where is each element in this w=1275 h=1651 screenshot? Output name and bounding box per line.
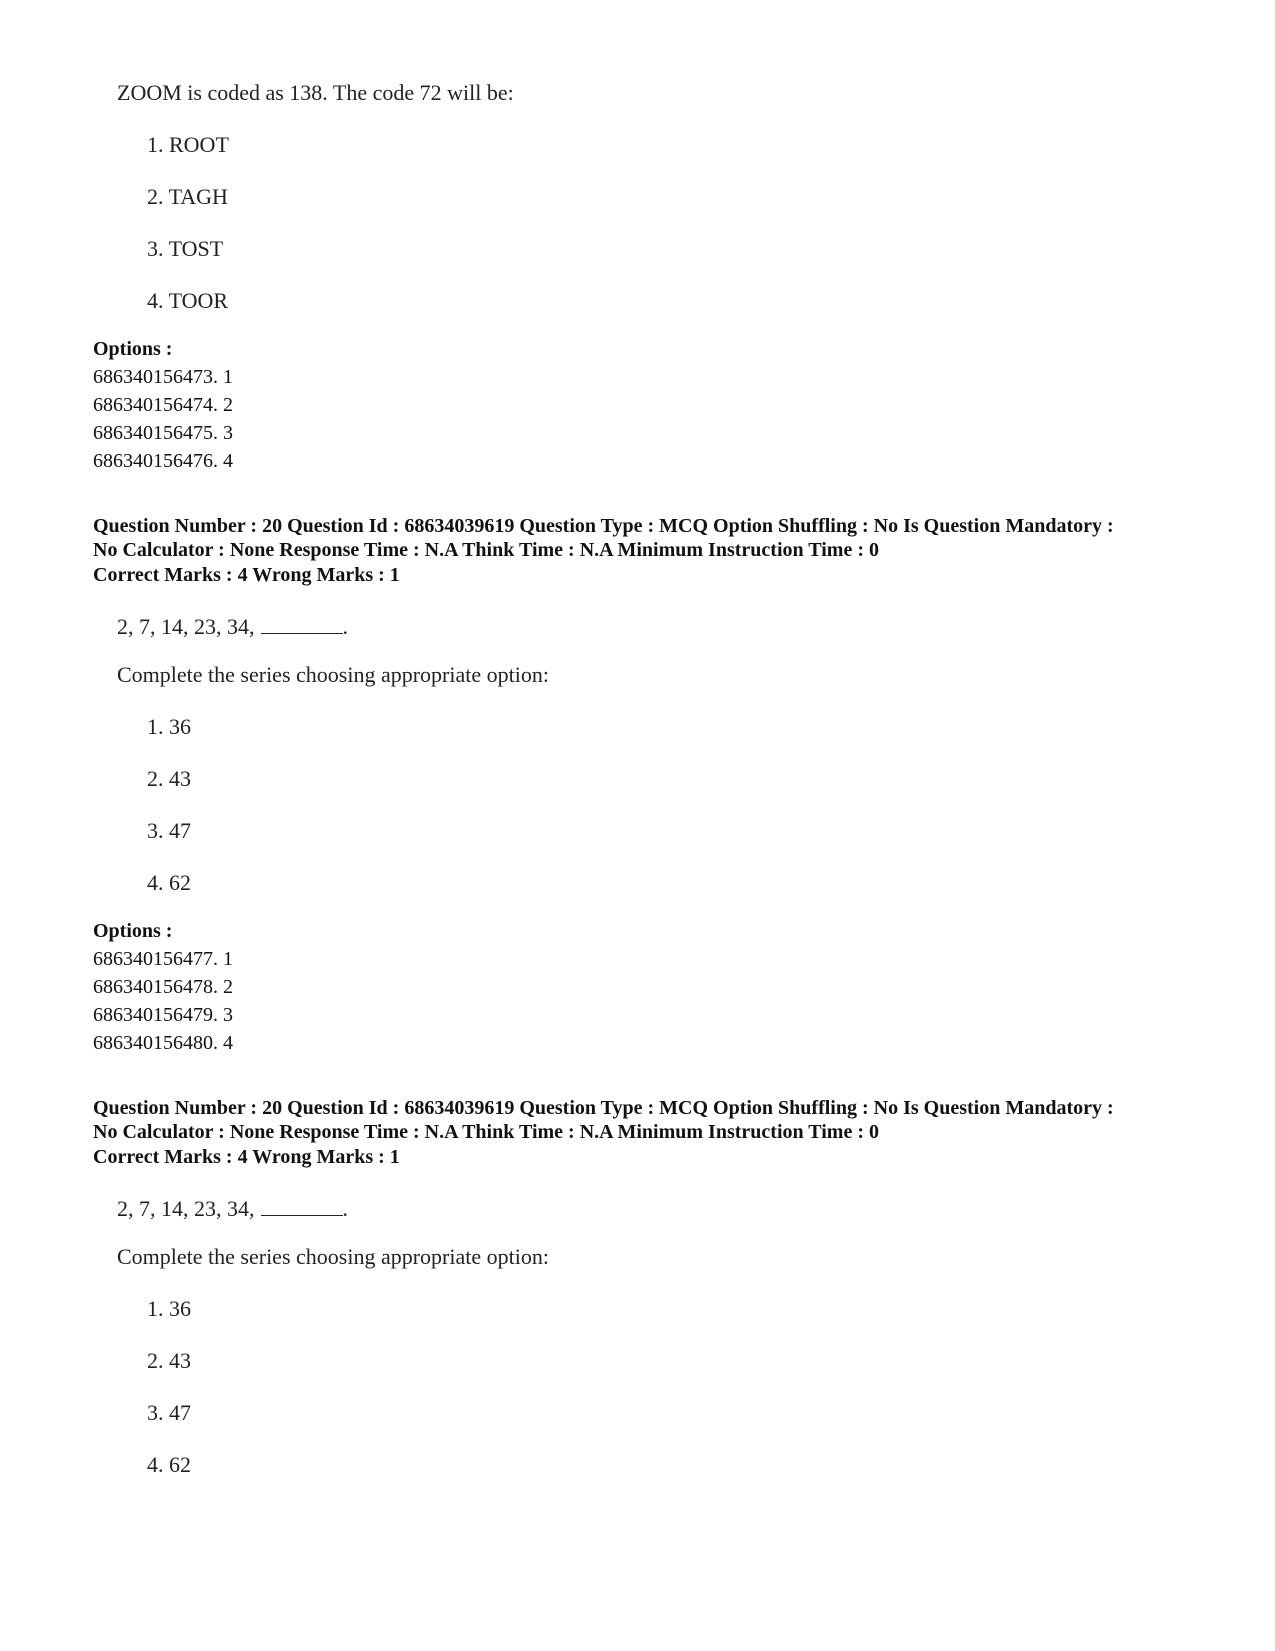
question-3-choice-3: 3. 47 xyxy=(147,1400,191,1425)
question-3-instruction: Complete the series choosing appropriate option: xyxy=(117,1244,549,1269)
question-1-option-id-2: 686340156474. 2 xyxy=(93,394,233,416)
question-2-series xyxy=(117,614,348,640)
question-1-choice-2: 2. TAGH xyxy=(147,184,228,209)
question-2-choice-4: 4. 62 xyxy=(147,870,191,895)
question-2-choice-3: 3. 47 xyxy=(147,818,191,843)
question-3-meta-line-2: No Calculator : None Response Time : N.A Think Time : N.A Minimum Instruction Time : 0 xyxy=(93,1121,879,1143)
question-3-meta xyxy=(93,1096,1193,1144)
question-1-option-id-3: 686340156475. 3 xyxy=(93,422,233,444)
question-3-meta-line-1: Question Number : 20 Question Id : 68634039619 Question Type : MCQ Option Shuffling : No Is Question Mandatory : xyxy=(93,1097,1114,1119)
question-2-instruction: Complete the series choosing appropriate option: xyxy=(117,662,549,687)
question-1-choice-1: 1. ROOT xyxy=(147,132,229,157)
question-2-options-label: Options : xyxy=(93,920,173,942)
question-3-series xyxy=(117,1196,348,1222)
question-2-option-id-4: 686340156480. 4 xyxy=(93,1032,233,1054)
question-2-meta xyxy=(93,514,1193,562)
question-3-choice-2: 2. 43 xyxy=(147,1348,191,1373)
question-2-choice-1: 1. 36 xyxy=(147,714,191,739)
question-2-series-end: . xyxy=(342,614,348,639)
question-2-marks: Correct Marks : 4 Wrong Marks : 1 xyxy=(93,564,400,586)
question-3-series-text: 2, 7, 14, 23, 34, xyxy=(117,1196,255,1221)
question-2-option-id-2: 686340156478. 2 xyxy=(93,976,233,998)
question-1-options-label: Options : xyxy=(93,338,173,360)
question-3-marks: Correct Marks : 4 Wrong Marks : 1 xyxy=(93,1146,400,1168)
question-3-series-end: . xyxy=(342,1196,348,1221)
question-3-choice-1: 1. 36 xyxy=(147,1296,191,1321)
question-1-option-id-4: 686340156476. 4 xyxy=(93,450,233,472)
question-2-option-id-1: 686340156477. 1 xyxy=(93,948,233,970)
question-1-choice-4: 4. TOOR xyxy=(147,288,229,313)
question-2-choice-2: 2. 43 xyxy=(147,766,191,791)
question-2-series-blank xyxy=(261,615,343,634)
question-2-meta-line-2: No Calculator : None Response Time : N.A Think Time : N.A Minimum Instruction Time : 0 xyxy=(93,539,879,561)
question-1-option-id-1: 686340156473. 1 xyxy=(93,366,233,388)
question-2-option-id-3: 686340156479. 3 xyxy=(93,1004,233,1026)
question-3-choice-4: 4. 62 xyxy=(147,1452,191,1477)
question-3-series-blank xyxy=(261,1197,343,1216)
question-1-text: ZOOM is coded as 138. The code 72 will be: xyxy=(117,80,514,105)
question-1-choice-3: 3. TOST xyxy=(147,236,224,261)
question-2-meta-line-1: Question Number : 20 Question Id : 68634039619 Question Type : MCQ Option Shuffling : No Is Question Mandatory : xyxy=(93,515,1114,537)
question-2-series-text: 2, 7, 14, 23, 34, xyxy=(117,614,255,639)
